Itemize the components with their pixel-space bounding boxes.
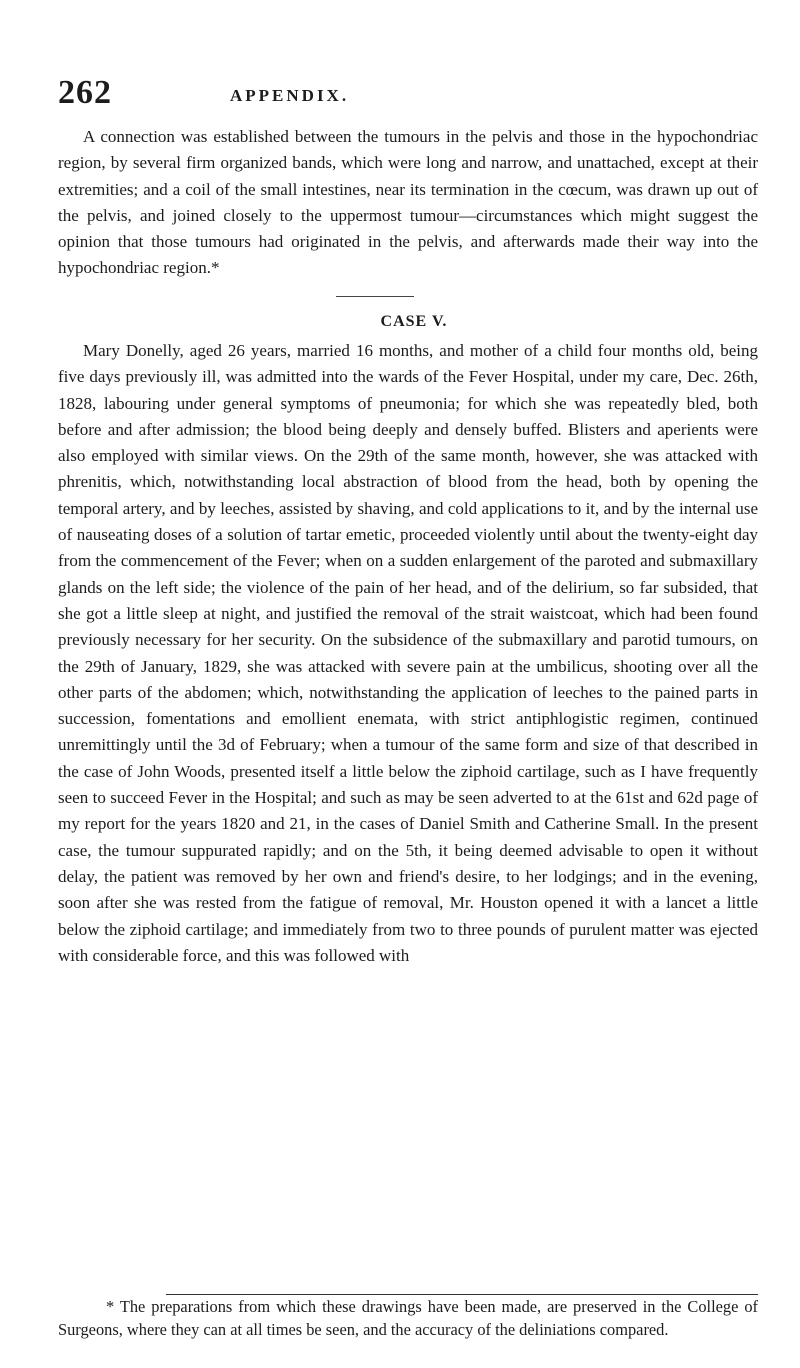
page-number: 262 [58, 74, 112, 111]
running-head: APPENDIX. [230, 86, 350, 105]
footnote: * The preparations from which these drawings have been made, are preserved in the College of Surgeons, where they can at all times be seen, and the accuracy of the deliniations compared. [58, 1297, 758, 1339]
page-header [58, 76, 758, 116]
section-divider [336, 296, 414, 297]
paragraph-connection-of-tumours: A connection was established between the tumours in the pelvis and those in the hypochondriac region, by several firm organized bands, which were long and narrow, and unattached, except at their extremities; and a coil of the small intestines, near its termination in the cœcum, was drawn up out of the pelvis, and joined closely to the uppermost tumour—circumstances which might suggest the opinion that those tumours had originated in the pelvis, and afterwards made their way into the hypochondriac region.* [58, 127, 758, 278]
case-heading: CASE V. [380, 313, 448, 330]
footnote-divider [166, 1294, 758, 1295]
paragraph-case-history: Mary Donelly, aged 26 years, married 16 months, and mother of a child four months old, being five days previously ill, was admitted into the wards of the Fever Hospital, under my care, Dec. 26th, 1828, labouring under general symptoms of pneumonia; for which she was repeatedly bled, both before and after admission; the blood being deeply and densely buffed. Blisters and aperients were also employed with similar views. On the 29th of the same month, however, she was attacked with phrenitis, which, notwithstanding local abstraction of blood from the head, both by opening the temporal artery, and by leeches, assisted by shaving, and cold applications to it, and by the internal use of nauseating doses of a solution of tartar emetic, proceeded violently until about the twenty-eight day from the commencement of the Fever; when on a sudden enlargement of the paroted and submaxillary glands on the left side; the violence of the pain of her head, and of the delirium, so far subsided, that she got a little sleep at night, and justified the removal of the strait waistcoat, which had been found previously necessary for her security. On the subsidence of the submaxillary and parotid tumours, on the 29th of January, 1829, she was attacked with severe pain at the umbilicus, shooting over all the other parts of the abdomen; which, notwithstanding the application of leeches to the pained parts in succession, fomentations and emollient enemata, with strict antiphlogistic regimen, continued unremittingly until the 3d of February; when a tumour of the same form and size of that described in the case of John Woods, presented itself a little below the ziphoid cartilage, such as I have frequently seen to succeed Fever in the Hospital; and such as may be seen adverted to at the 61st and 62d page of my report for the years 1820 and 21, in the cases of Daniel Smith and Catherine Small. In the present case, the tumour suppurated rapidly; and on the 5th, it being deemed advisable to open it without delay, the patient was removed by her own and friend's desire, to her lodgings; and in the evening, soon after she was rested from the fatigue of removal, Mr. Houston opened it with a lancet a little below the ziphoid cartilage; and immediately from two to three pounds of purulent matter was ejected with considerable force, and this was followed with [58, 341, 758, 965]
